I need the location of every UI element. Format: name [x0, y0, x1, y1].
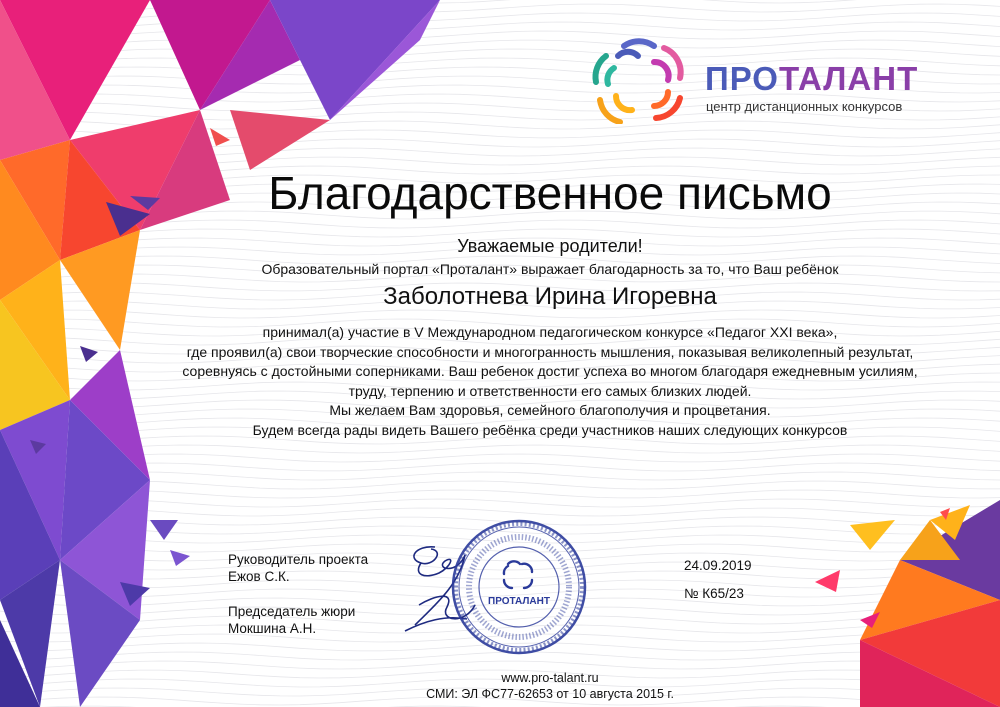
- body-line: принимал(а) участие в V Международном педагогическом конкурсе «Педагог XXI века»,: [262, 324, 838, 340]
- website-link[interactable]: www.pro-talant.ru: [501, 671, 599, 685]
- stamp-label: ПРОТАЛАНТ: [488, 596, 550, 607]
- intro-text: Образовательный портал «Проталант» выражает благодарность за то, что Ваш ребёнок: [261, 261, 839, 277]
- issue-date: 24.09.2019: [684, 558, 752, 573]
- jury-head-name: Мокшина А.Н.: [228, 621, 317, 636]
- project-head-name: Ежов С.К.: [228, 569, 290, 584]
- brand-tagline: центр дистанционных конкурсов: [706, 99, 903, 114]
- body-line: где проявил(а) свои творческие способности и многогранность мышления, показывая великолепный результат,: [186, 343, 914, 360]
- project-head-signature: [228, 551, 368, 585]
- letter-body: [150, 323, 950, 440]
- jury-head-role: Председатель жюри: [228, 604, 356, 619]
- registration-info: СМИ: ЭЛ ФС77-62653 от 10 августа 2015 г.: [426, 687, 674, 701]
- body-line: Будем всегда рады видеть Вашего ребёнка среди участников наших следующих конкурсов: [252, 421, 848, 438]
- letter-title: Благодарственное письмо: [268, 167, 832, 219]
- brand-name: [705, 60, 918, 98]
- recipient-name: Заболотнева Ирина Игоревна: [383, 283, 717, 310]
- jury-head-signature: [228, 603, 355, 637]
- body-line: соревнуясь с достойными соперниками. Ваш ребенок достиг успеха во многом благодаря ежедневным усилиям,: [182, 363, 918, 379]
- brand-name-part-2: ТАЛАНТ: [778, 60, 919, 97]
- official-stamp-icon: [450, 518, 588, 656]
- project-head-role: Руководитель проекта: [228, 552, 369, 567]
- body-line: Мы желаем Вам здоровья, семейного благополучия и процветания.: [329, 402, 771, 418]
- body-line: труду, терпению и ответственности его самых близких людей.: [348, 382, 752, 399]
- brand-name-part-1: ПРО: [705, 60, 779, 97]
- certificate-number: № К65/23: [684, 586, 744, 601]
- greeting: Уважаемые родители!: [457, 236, 643, 256]
